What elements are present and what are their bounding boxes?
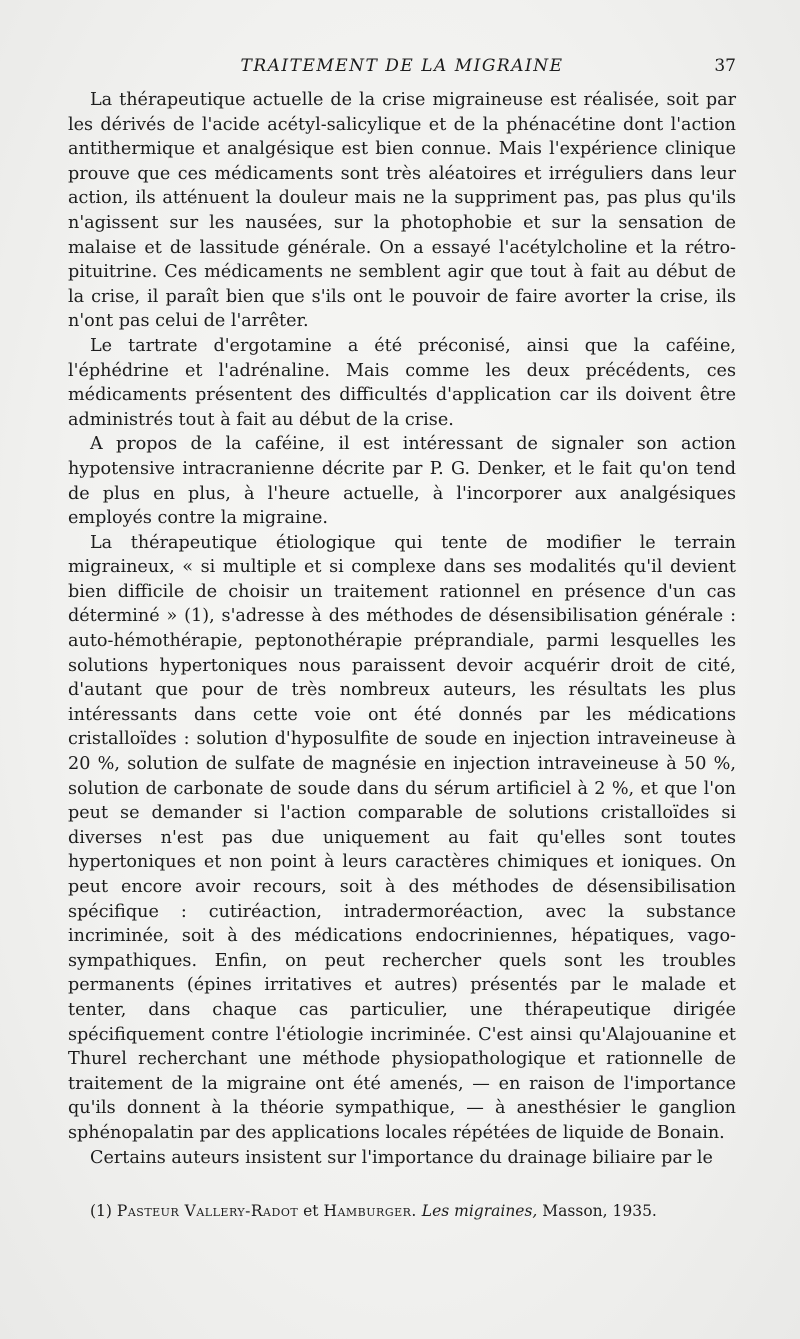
footnote (90, 1200, 730, 1222)
running-header (68, 52, 736, 82)
footnote-authors-1: Pasteur Vallery-Radot (116, 1202, 299, 1220)
footnote-publisher: Masson, 1935. (542, 1202, 657, 1220)
paragraph-3: A propos de la caféine, il est intéressant de signaler son action hypotensive intracranienne décrite par P. G. Denker, et le fait qu'on tend de plus en plus, à l'heure actuelle, à l'incorporer aux analgésiques employés contre la migraine. (68, 434, 736, 529)
paragraph-2: Le tartrate d'ergotamine a été préconisé, ainsi que la caféine, l'éphédrine et l'adrénaline. Mais comme les deux précédents, ces médicaments présentent des difficultés d'application car ils doivent être administrés tout à fait au début de la crise. (68, 335, 736, 430)
footnote-authors-2: Hamburger. (323, 1202, 417, 1220)
page-number: 37 (714, 56, 736, 76)
footnote-marker: (1) (90, 1202, 112, 1220)
body-text (68, 88, 736, 1170)
running-title: TRAITEMENT DE LA MIGRAINE (240, 56, 564, 76)
paragraph-4: La thérapeutique étiologique qui tente de modifier le terrain migraineux, « si multiple et si complexe dans ses modalités qu'il devient bien difficile de choisir un traitement rationnel en présence d'un cas déterminé » (1), s'adresse à des méthodes de désensibilisation générale : auto-hémothérapie, peptonothérapie préprandiale, parmi lesquelles les solutions hypertoniques nous paraissent devoir acquérir droit de cité, d'autant que pour de très nombreux auteurs, les résultats les plus intéressants dans cette voie ont été donnés par les médications cristalloïdes : solution d'hyposulfite de soude en injection intraveineuse à 20 %, solution de sulfate de magnésie en injection intraveineuse à 50 %, solution de carbonate de soude dans du sérum artificiel à 2 %, et que l'on peut se demander si l'action comparable de solutions cristalloïdes si diverses n'est pas due uniquement au fait qu'elles sont toutes hypertoniques et non point à leurs caractères chimiques et ioniques. On peut encore avoir recours, soit à des méthodes de désensibilisation spécifique : cutiréaction, intradermoréaction, avec la substance incriminée, soit à des médications endocriniennes, hépatiques, vago-sympathiques. Enfin, on peut rechercher quels sont les troubles permanents (épines irritatives et autres) présentés par le malade et tenter, dans chaque cas particulier, une thérapeutique dirigée spécifiquement contre l'étiologie incriminée. C'est ainsi qu'Alajouanine et Thurel recherchant une méthode physiopathologique et rationnelle de traitement de la migraine ont été amenés, — en raison de l'importance qu'ils donnent à la théorie sympathique, — à anesthésier le ganglion sphénopalatin par des applications locales répétées de liquide de Bonain. (68, 532, 736, 1143)
footnote-title: Les migraines, (421, 1202, 538, 1220)
paragraph-5: Certains auteurs insistent sur l'importance du drainage biliaire par le (90, 1147, 713, 1168)
paragraph-1: La thérapeutique actuelle de la crise migraineuse est réalisée, soit par les dérivés de l'acide acétyl-salicylique et de la phénacétine dont l'action antithermique et analgésique est bien connue. Mais l'expérience clinique prouve que ces médicaments sont très aléatoires et irréguliers dans leur action, ils atténuent la douleur mais ne la suppriment pas, pas plus qu'ils n'agissent sur les nausées, sur la photophobie et sur la sensation de malaise et de lassitude générale. On a essayé l'acétylcholine et la rétro-pituitrine. Ces médicaments ne semblent agir que tout à fait au début de la crise, il paraît bien que s'ils ont le pouvoir de faire avorter la crise, ils n'ont pas celui de l'arrêter. (68, 90, 736, 332)
footnote-conjunction: et (303, 1202, 319, 1220)
